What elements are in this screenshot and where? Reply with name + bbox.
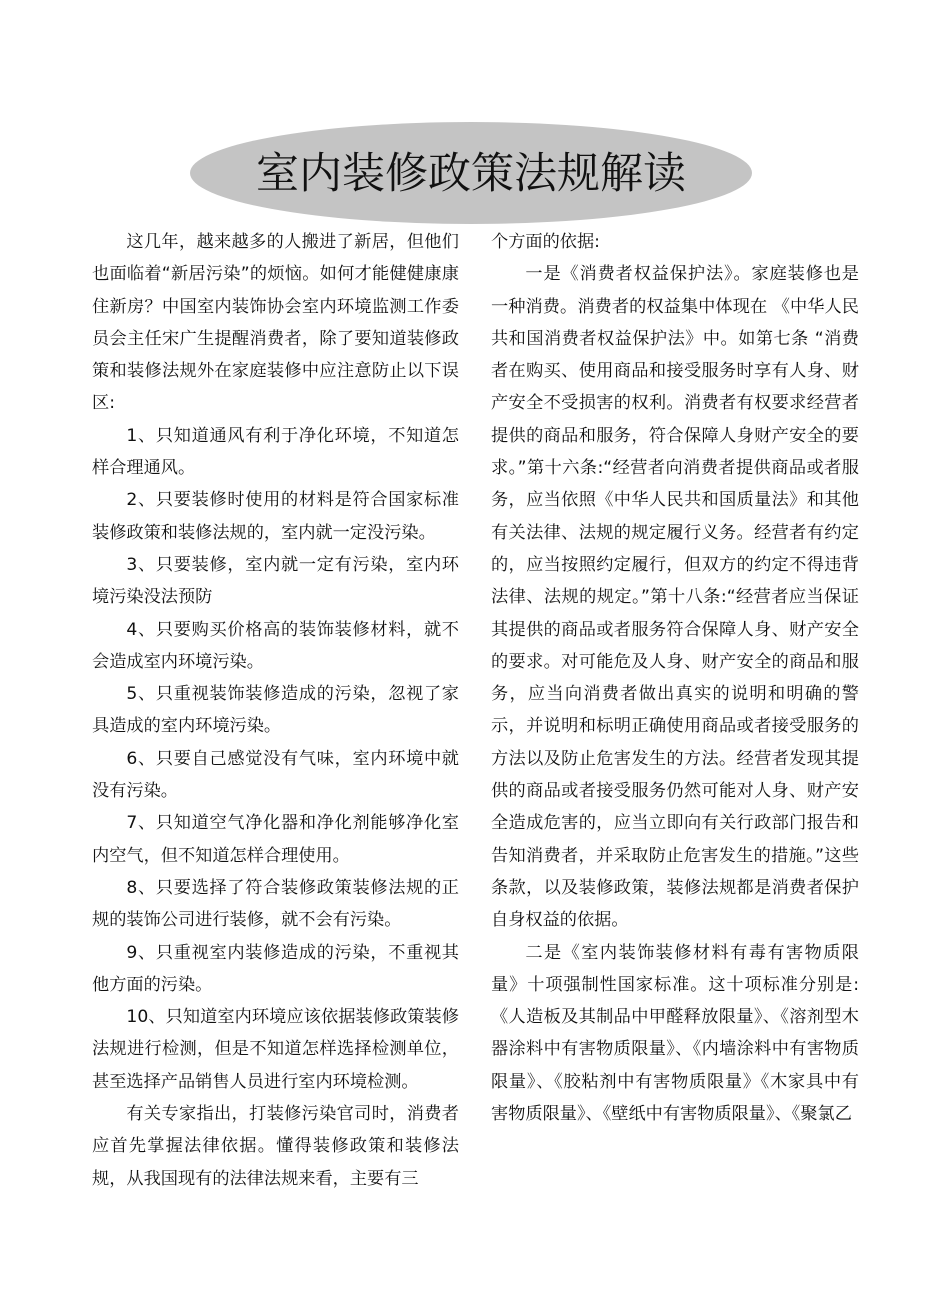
paragraph: 6、只要自己感觉没有气味，室内环境中就没有污染。 <box>92 748 459 802</box>
paragraph-continuation: 个方面的依据: <box>491 232 600 252</box>
paragraph: 2、只要装修时使用的材料是符合国家标准装修政策和装修法规的，室内就一定没污染。 <box>92 490 459 543</box>
paragraph: 3、只要装修，室内就一定有污染，室内环境污染没法预防 <box>92 554 459 608</box>
paragraph: 一是《消费者权益保护法》。家庭装修也是一种消费。消费者的权益集中体现在 《中华人民共和国消费者权益保护法》中。如第七条 “消费者在购买、使用商品和接受服务时享有人身、财产安全不受损害的权利。消费者有权要求经营者提供的商品和服务，符合保障人身财产安全的要求。”第十六条:“经营者向消费者提供商品或者服务，应当依照《中华人民共和国质量法》和其他有关法律、法规的规定履行义务。经营者有约定的，应当按照约定履行，但双方的约定不得违背法律、法规的规定。”第十八条:“经营者应当保证其提供的商品或者服务符合保障人身、财产安全的要求。对可能危及人身、财产安全的商品和服务，应当向消费者做出真实的说明和明确的警示，并说明和标明正确使用商品或者接受服务的方法以及防止危害发生的方法。经营者发现其提供的商品或者接受服务仍然可能对人身、财产安全造成危害的，应当立即向有关行政部门报告和告知消费者，并采取防止危害发生的措施。”这些条款，以及装修政策，装修法规都是消费者保护自身权益的依据。 <box>491 264 859 931</box>
paragraph: 5、只重视装饰装修造成的污染，忽视了家具造成的室内环境污染。 <box>92 684 459 737</box>
paragraph: 1、只知道通风有利于净化环境，不知道怎样合理通风。 <box>92 425 459 479</box>
title-banner <box>190 122 752 224</box>
paragraph: 4、只要购买价格高的装饰装修材料，就不会造成室内环境污染。 <box>92 619 459 672</box>
left-column <box>92 226 459 1195</box>
page-title: 室内装修政策法规解读 <box>256 148 686 199</box>
paragraph: 7、只知道空气净化器和净化剂能够净化室内空气，但不知道怎样合理使用。 <box>92 813 459 866</box>
paragraph: 8、只要选择了符合装修政策装修法规的正规的装饰公司进行装修，就不会有污染。 <box>92 877 459 931</box>
paragraph: 二是《室内装饰装修材料有毒有害物质限量》十项强制性国家标准。这十项标准分别是:《人造板及其制品中甲醛释放限量》、《溶剂型木器涂料中有害物质限量》、《内墙涂料中有害物质限量》、《胶粘剂中有害物质限量》《木家具中有害物质限量》、《壁纸中有害物质限量》、《聚氯乙 <box>491 942 859 1125</box>
paragraph: 有关专家指出，打装修污染官司时，消费者应首先掌握法律依据。懂得装修政策和装修法规，从我国现有的法律法规来看，主要有三 <box>92 1104 459 1189</box>
right-column <box>491 226 859 1130</box>
paragraph: 这几年，越来越多的人搬进了新居，但他们也面临着“新居污染”的烦恼。如何才能健健康康住新房？中国室内装饰协会室内环境监测工作委员会主任宋广生提醒消费者，除了要知道装修政策和装修法规外在家庭装修中应注意防止以下误区: <box>92 232 459 414</box>
paragraph: 10、只知道室内环境应该依据装修政策装修法规进行检测，但是不知道怎样选择检测单位，甚至选择产品销售人员进行室内环境检测。 <box>92 1007 459 1092</box>
paragraph: 9、只重视室内装修造成的污染，不重视其他方面的污染。 <box>92 942 459 995</box>
